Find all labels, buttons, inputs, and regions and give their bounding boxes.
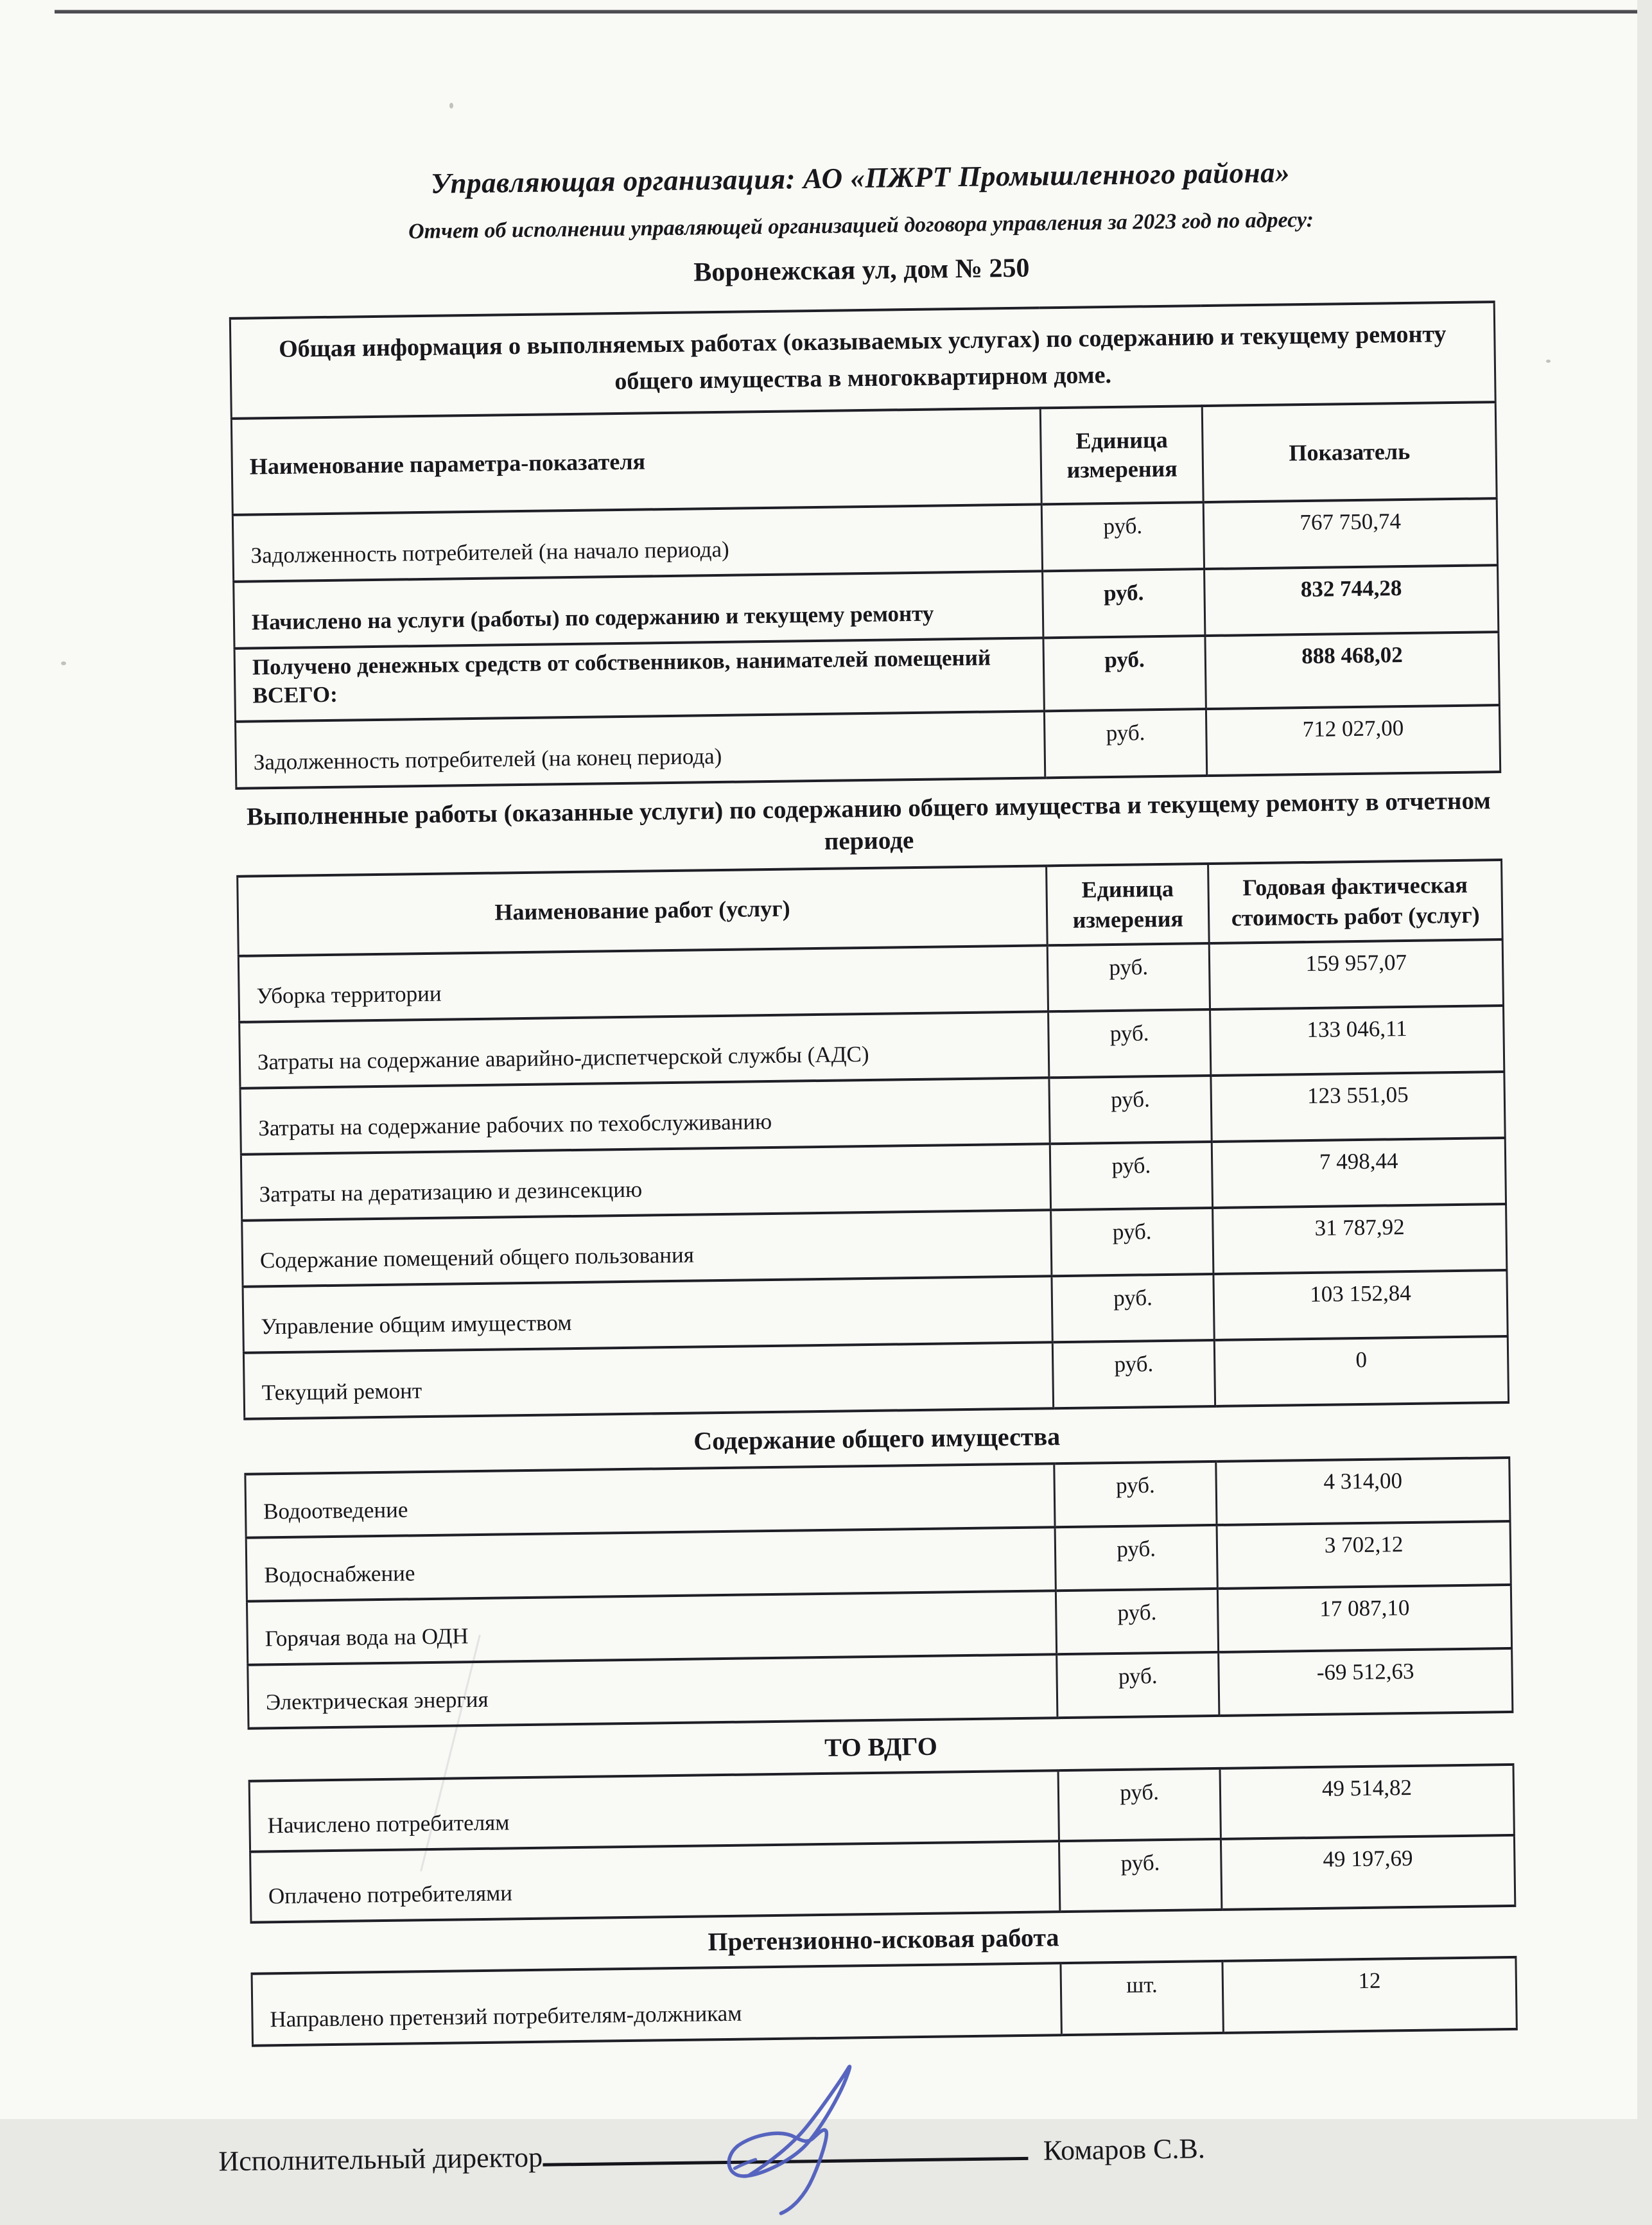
document-title: Управляющая организация: АО «ПЖРТ Промышленного района» [430, 156, 1291, 200]
row-unit: руб. [1041, 502, 1204, 571]
row-unit: руб. [1058, 1768, 1221, 1841]
row-label: Начислено потребителям [249, 1770, 1059, 1851]
row-unit: руб. [1057, 1652, 1219, 1718]
table-section-header: Общая информация о выполняемых работах (оказываемых услугах) по содержанию и текущему ремонту общего имущества в многоквартирном доме. [230, 302, 1495, 419]
vdgo-table [248, 1763, 1517, 1924]
row-unit: руб. [1047, 943, 1210, 1011]
signatory-name: Комаров С.В. [1043, 2133, 1206, 2167]
row-label: Начислено на услуги (работы) по содержанию и текущему ремонту [234, 571, 1043, 648]
table-header-row [231, 402, 1497, 515]
row-value: 0 [1214, 1336, 1508, 1406]
row-unit: руб. [1049, 1076, 1212, 1144]
row-value: 159 957,07 [1209, 939, 1503, 1009]
row-label: Затраты на содержание рабочих по техобслуживанию [240, 1078, 1050, 1154]
row-unit: руб. [1045, 709, 1207, 778]
signatory-role: Исполнительный директор [218, 2141, 543, 2177]
column-header-work-name: Наименование работ (услуг) [238, 866, 1048, 955]
row-label: Затраты на дератизацию и дезинсекцию [241, 1144, 1050, 1220]
row-label: Водоотведение [245, 1463, 1055, 1537]
row-value: 7 498,44 [1212, 1138, 1506, 1208]
row-value: 123 551,05 [1211, 1072, 1505, 1142]
document-address: Воронежская ул, дом № 250 [693, 253, 1030, 288]
row-unit: руб. [1050, 1142, 1212, 1210]
row-value: 3 702,12 [1217, 1521, 1511, 1589]
row-value: 49 197,69 [1221, 1835, 1515, 1910]
row-value: 12 [1222, 1957, 1517, 2033]
row-unit: руб. [1052, 1340, 1215, 1408]
row-label: Уборка территории [238, 945, 1048, 1022]
section-title-performed-works: Выполненные работы (оказанные услуги) по содержанию общего имущества и текущему ремонту в отчетном периоде [246, 786, 1491, 856]
row-unit: руб. [1059, 1839, 1222, 1912]
row-unit: руб. [1043, 636, 1206, 711]
performed-works-table [236, 859, 1509, 1420]
row-unit: руб. [1052, 1274, 1214, 1342]
row-label: Задолженность потребителей (на начало периода) [232, 504, 1042, 581]
row-value: 4 314,00 [1216, 1458, 1510, 1525]
row-label: Оплачено потребителями [250, 1841, 1060, 1922]
row-label: Содержание помещений общего пользования [242, 1210, 1052, 1286]
row-value: 832 744,28 [1204, 565, 1499, 636]
row-value: 17 087,10 [1218, 1585, 1512, 1652]
row-value: 888 468,02 [1205, 632, 1499, 708]
row-unit: руб. [1056, 1589, 1219, 1654]
section-title-vdgo: ТО ВДГО [824, 1731, 938, 1762]
row-value: 133 046,11 [1210, 1006, 1504, 1076]
column-header-parameter: Наименование параметра-показателя [231, 408, 1041, 514]
row-unit: шт. [1061, 1961, 1223, 2035]
row-label: Текущий ремонт [243, 1342, 1053, 1418]
section-title-claims: Претензионно-исковая работа [708, 1923, 1059, 1957]
row-value: 31 787,92 [1213, 1204, 1507, 1274]
column-header-unit: Единица измерения [1047, 864, 1210, 945]
row-value: 712 027,00 [1206, 705, 1500, 776]
row-label: Затраты на содержание аварийно-диспетчерской службы (АДС) [239, 1011, 1049, 1088]
handwritten-signature [707, 2045, 865, 2216]
row-label: Водоснабжение [246, 1527, 1056, 1601]
table-section-header-row [230, 302, 1495, 419]
signature-line [543, 2151, 1028, 2167]
row-label: Задолженность потребителей (на конец периода) [236, 711, 1045, 788]
row-unit: руб. [1051, 1208, 1213, 1276]
section-title-common-property: Содержание общего имущества [693, 1422, 1061, 1456]
column-header-unit: Единица измерения [1040, 406, 1203, 504]
general-info-table [229, 301, 1501, 789]
table-row [252, 1957, 1517, 2046]
row-value: 767 750,74 [1203, 498, 1497, 569]
row-label: Горячая вода на ОДН [247, 1591, 1056, 1664]
document-subtitle: Отчет об исполнении управляющей организацией договора управления за 2023 год по адресу: [408, 207, 1314, 244]
row-value: 49 514,82 [1220, 1765, 1514, 1839]
row-unit: руб. [1043, 569, 1205, 638]
column-header-annual-cost: Годовая фактическая стоимость работ (услуг) [1208, 860, 1502, 943]
row-unit: руб. [1054, 1462, 1217, 1527]
row-label: Управление общим имуществом [243, 1276, 1052, 1352]
signature-block [14, 2126, 1651, 2180]
row-label: Электрическая энергия [248, 1654, 1057, 1728]
claims-table [251, 1956, 1518, 2047]
row-value: 103 152,84 [1213, 1270, 1508, 1340]
row-label: Получено денежных средств от собственников, нанимателей помещений ВСЕГО: [234, 638, 1045, 721]
row-value: -69 512,63 [1219, 1648, 1513, 1716]
row-unit: руб. [1055, 1525, 1217, 1591]
column-header-indicator: Показатель [1202, 402, 1497, 502]
row-label: Направлено претензий потребителям-должникам [252, 1963, 1062, 2045]
row-unit: руб. [1048, 1009, 1211, 1078]
common-property-table [244, 1456, 1513, 1730]
